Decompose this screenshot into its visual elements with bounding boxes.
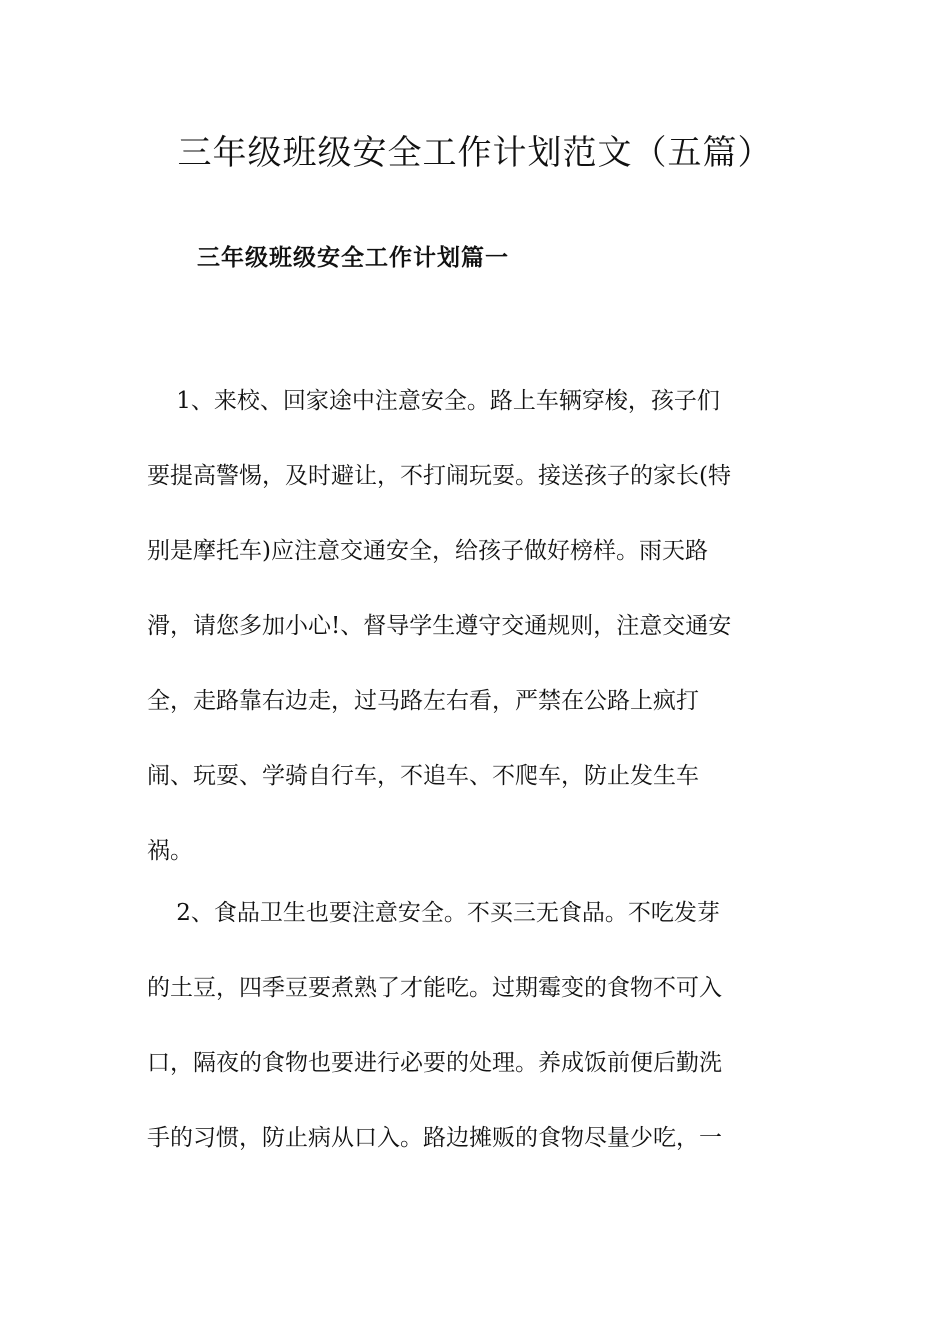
paragraph-line: 的土豆，四季豆要煮熟了才能吃。过期霉变的食物不可入 [147,975,722,1001]
paragraph-line: 口，隔夜的食物也要进行必要的处理。养成饭前便后勤洗 [147,1050,722,1076]
paragraph-line: 滑，请您多加小心!、督导学生遵守交通规则，注意交通安 [147,613,732,639]
paragraph-line: 2、食品卫生也要注意安全。不买三无食品。不吃发芽 [147,900,720,926]
paragraph-line: 全，走路靠右边走，过马路左右看，严禁在公路上疯打 [147,688,699,714]
paragraph-2 [147,895,807,1195]
paragraph-line: 别是摩托车)应注意交通安全，给孩子做好榜样。雨天路 [147,538,708,564]
paragraph-line: 1、来校、回家途中注意安全。路上车辆穿梭，孩子们 [147,388,720,414]
paragraph-line: 要提高警惕，及时避让，不打闹玩耍。接送孩子的家长(特 [147,463,731,489]
document-title: 三年级班级安全工作计划范文（五篇） [177,133,773,173]
paragraph-line: 手的习惯，防止病从口入。路边摊贩的食物尽量少吃，一 [147,1125,722,1151]
paragraph-1 [147,383,807,908]
paragraph-line: 闹、玩耍、学骑自行车，不追车、不爬车，防止发生车 [147,763,699,789]
paragraph-line: 祸。 [147,838,193,864]
section-heading: 三年级班级安全工作计划篇一 [197,245,509,271]
